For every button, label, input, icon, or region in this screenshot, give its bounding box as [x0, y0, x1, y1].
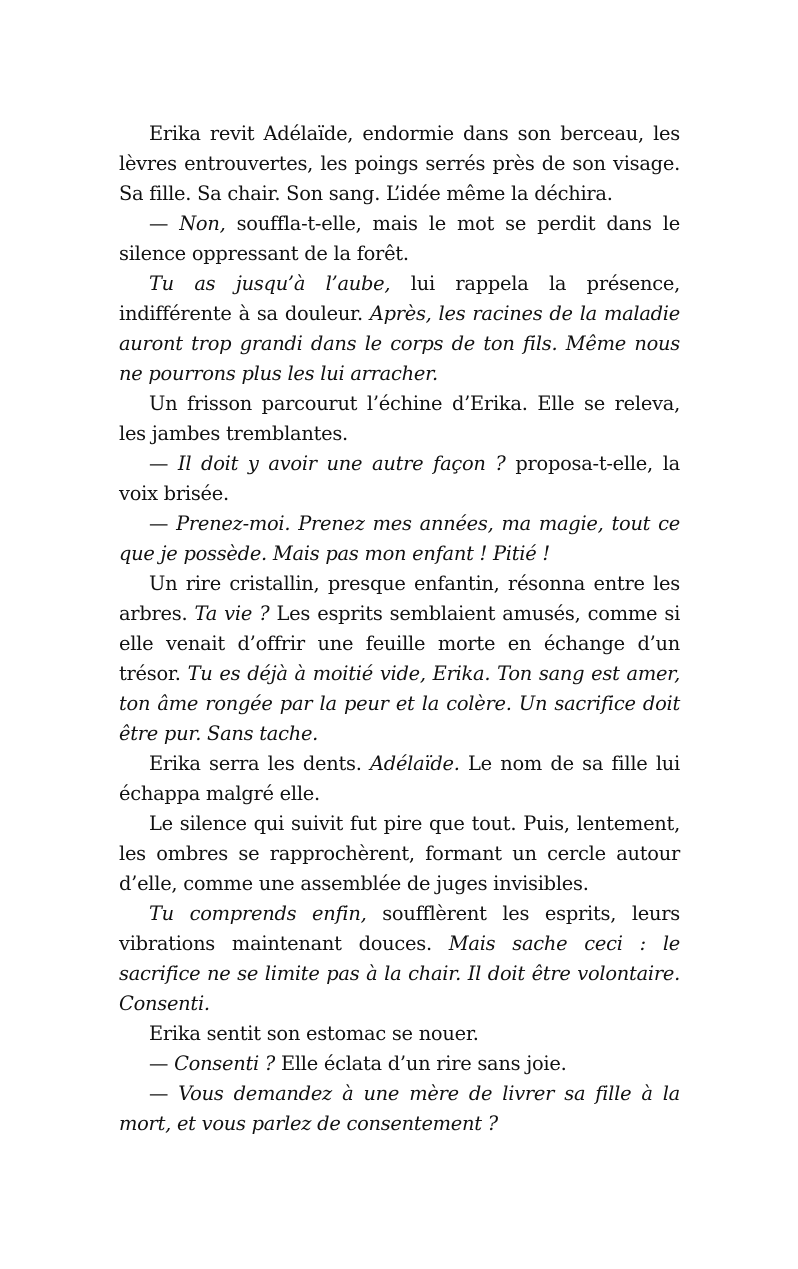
text-run: Les esprits semblaient amusés, comme si elle venait d’offrir une feuille morte en échange d’un trésor. [119, 602, 681, 685]
text-run: — [149, 212, 180, 235]
paragraph [119, 1019, 680, 1049]
text-run: Un frisson parcourut l’échine d’Erika. Elle se releva, les jambes tremblantes. [119, 392, 680, 445]
text-run: Erika serra les dents. [149, 752, 371, 775]
text-run: — [149, 1052, 175, 1075]
italic-run: Prenez-moi. Prenez mes années, ma magie, tout ce que je possède. Mais pas mon enfant ! Pitié ! [119, 512, 680, 565]
paragraph [119, 269, 680, 389]
text-run: Erika revit Adélaïde, endormie dans son berceau, les lèvres entrouvertes, les poings serrés près de son visage. Sa fille. Sa chair. Son sang. L’idée même la déchira. [119, 122, 680, 205]
text-run: proposa-t-elle, la voix brisée. [119, 452, 680, 505]
text-run: Un rire cristallin, presque enfantin, résonna entre les arbres. [119, 572, 680, 625]
italic-run: Non, [179, 212, 226, 235]
text-run: Le silence qui suivit fut pire que tout. Puis, lentement, les ombres se rapprochèrent, formant un cercle autour d’elle, comme une assemblée de juges invisibles. [119, 812, 680, 895]
italic-run: Tu comprends enfin, [149, 902, 367, 925]
text-run: Elle éclata d’un rire sans joie. [275, 1052, 567, 1075]
paragraph [119, 1049, 680, 1079]
text-run: — [149, 512, 177, 535]
book-page [119, 119, 680, 1139]
text-run: — [149, 1082, 179, 1105]
paragraph [119, 209, 680, 269]
text-run: Erika sentit son estomac se nouer. [149, 1022, 479, 1045]
paragraph [119, 119, 680, 209]
text-run: Le nom de sa fille lui échappa malgré elle. [119, 752, 681, 805]
paragraph [119, 809, 680, 899]
italic-run: Mais sache ceci : le sacrifice ne se limite pas à la chair. Il doit être volontaire. Consenti. [119, 932, 680, 1015]
italic-run: Vous demandez à une mère de livrer sa fille à la mort, et vous parlez de consentement ? [119, 1082, 680, 1135]
italic-run: Tu es déjà à moitié vide, Erika. Ton sang est amer, ton âme rongée par la peur et la colère. Un sacrifice doit être pur. Sans tache. [119, 662, 680, 745]
italic-run: Adélaïde. [370, 752, 460, 775]
paragraph [119, 749, 680, 809]
text-run: soufflèrent les esprits, leurs vibrations maintenant douces. [119, 902, 680, 955]
text-run: lui rappela la présence, indifférente à sa douleur. [119, 272, 680, 325]
italic-run: Ta vie ? [194, 602, 270, 625]
paragraph [119, 449, 680, 509]
paragraph [119, 509, 680, 569]
italic-run: Tu as jusqu’à l’aube, [149, 272, 391, 295]
paragraph [119, 899, 680, 1019]
italic-run: Après, les racines de la maladie auront trop grandi dans le corps de ton fils. Même nous ne pourrons plus les lui arracher. [119, 302, 680, 385]
paragraph [119, 1079, 680, 1139]
italic-run: Il doit y avoir une autre façon ? [177, 452, 506, 475]
paragraph [119, 389, 680, 449]
italic-run: Consenti ? [174, 1052, 276, 1075]
page-text [119, 119, 680, 1139]
text-run: — [149, 452, 178, 475]
paragraph [119, 569, 680, 749]
text-run: souffla-t-elle, mais le mot se perdit dans le silence oppressant de la forêt. [119, 212, 680, 265]
